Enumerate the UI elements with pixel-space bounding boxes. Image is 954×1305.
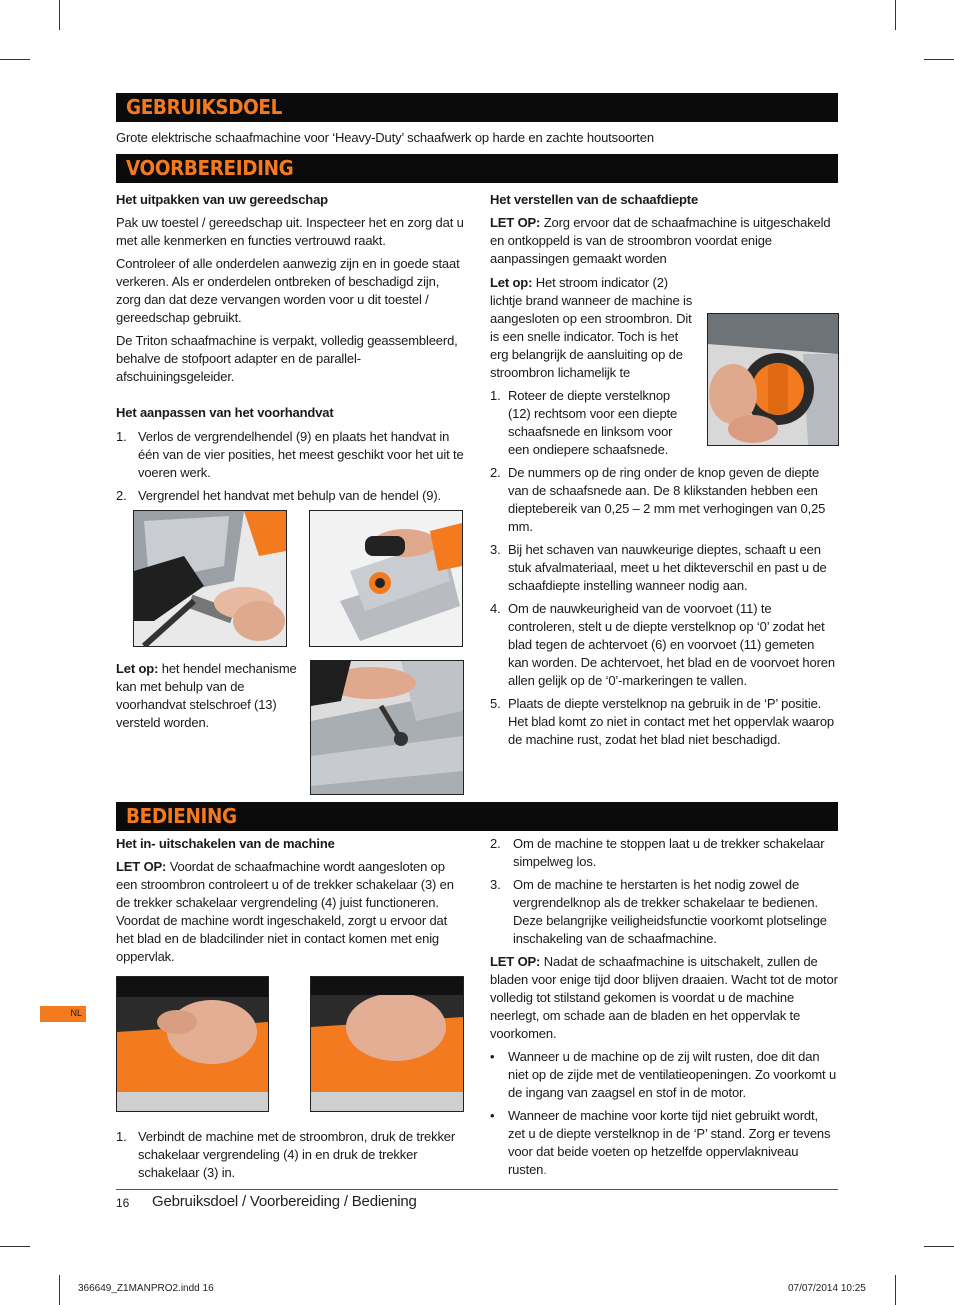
crop-mark xyxy=(59,1275,60,1305)
paragraph: LET OP: Zorg ervoor dat de schaafmachine is uitgeschakeld en ontkoppeld is van de stroombron voordat enige aanpassingen gemaakt worden xyxy=(490,215,831,266)
language-tab: NL xyxy=(40,1006,86,1022)
list-item: 3. Om de machine te herstarten is het nodig zowel de vergrendelknop als de trekker schakelaar te bedienen. Deze belangrijke veiligheidsfunctie voorkomt plotselinge inschakeling van de schaafmachine. xyxy=(490,877,827,946)
list-item: 3. Bij het schaven van nauwkeurige dieptes, schaaft u een stuk afvalmateriaal, meet u het dikteverschil en past u de schaafdiepte instelling wanneer nodig aan. xyxy=(490,542,827,593)
subheading: Het uitpakken van uw gereedschap xyxy=(116,192,328,207)
paragraph: Controleer of alle onderdelen aanwezig zijn en in goede staat verkeren. Als er onderdelen ontbreken of beschadigd zijn, zorg dan dat deze vervangen worden voor u dit toestel / gereedschap gebruikt. xyxy=(116,256,460,325)
list-item: 1. Roteer de diepte verstelknop (12) rechtsom voor een diepte schaafsnede en linksom voor een ondiepere schaafsnede. xyxy=(490,388,678,457)
list-item: 1. Verlos de vergrendelhendel (9) en plaats het handvat in één van de vier posities, het meest geschikt voor het uit te voeren werk. xyxy=(116,429,464,480)
slug-file: 366649_Z1MANPRO2.indd 16 xyxy=(78,1283,214,1294)
list-item: 2. De nummers op de ring onder de knop geven de diepte van de schaafsnede aan. De 8 klikstanden hebben een dieptebereik van 0,25 – 2 mm met verhogingen van 0,25 mm. xyxy=(490,465,826,534)
paragraph: De Triton schaafmachine is verpakt, volledig geassembleerd, behalve de stofpoort adapter en de parallel- afschuiningsgeleider. xyxy=(116,333,458,384)
switch-step-1 xyxy=(116,1128,464,1182)
list-item: 1. Verbindt de machine met de stroombron, druk de trekker schakelaar vergrendeling (4) in en druk de trekker schakelaar (3) in. xyxy=(116,1129,456,1180)
footer-divider xyxy=(116,1189,838,1190)
page-number: 16 xyxy=(116,1196,130,1210)
crop-mark xyxy=(924,1246,954,1247)
list-item: 5. Plaats de diepte verstelknop na gebruik in de ‘P’ positie. Het blad komt zo niet in contact met het oppervlak waarop de machine rust, zodat het blad niet beschadigd. xyxy=(490,696,835,747)
depth-block xyxy=(490,191,838,268)
crop-mark xyxy=(0,59,30,60)
crop-mark xyxy=(895,1275,896,1305)
paragraph: LET OP: Voordat de schaafmachine wordt aangesloten op een stroombron controleert u of de trekker schakelaar (3) en de trekker schakelaar vergrendeling (4) juist functioneren. Voordat de machine wordt ingeschakeld, zorgt u ervoor dat het blad en de bladcilinder niet in contact komen met enig oppervlak. xyxy=(116,859,454,964)
list-item: • Wanneer u de machine op de zij wilt rusten, doe dit dan niet op de zijde met de ventilatieopeningen. Zo voorkomt u de ingang van zaagsel en stof in de motor. xyxy=(490,1049,837,1100)
photo-handle-rotated xyxy=(309,510,463,647)
crop-mark xyxy=(59,0,60,30)
handle-note: Let op: het hendel mechanisme kan met behulp van de voorhandvat stelschroef (13) versteld worden. xyxy=(116,661,297,730)
list-item: 2. Vergrendel het handvat met behulp van de hendel (9). xyxy=(116,488,441,503)
unpacking-block xyxy=(116,191,466,505)
section-title: VOORBEREIDING xyxy=(126,156,294,180)
crop-mark xyxy=(895,0,896,30)
paragraph: LET OP: Nadat de schaafmachine is uitschakelt, zullen de bladen voor enige tijd door blijven draaien. Wacht tot de motor volledig tot stilstand gekomen is voordat u de machine neerlegt, om schade aan de bladen en het oppervlak te voorkomen. xyxy=(490,954,838,1041)
section-header-voorbereiding xyxy=(116,154,838,183)
list-item: • Wanneer de machine voor korte tijd niet gebruikt wordt, zet u de diepte verstelknop in de ‘P’ stand. Zorg er tevens voor dat beide voeten op hetzelfde oppervlakniveau rusten. xyxy=(490,1108,831,1177)
subheading: Het in- uitschakelen van de machine xyxy=(116,836,335,851)
subheading: Het aanpassen van het voorhandvat xyxy=(116,405,334,420)
depth-steps xyxy=(490,387,838,749)
switching-right-block xyxy=(490,835,838,1179)
list-item: 2. Om de machine te stoppen laat u de trekker schakelaar simpelweg los. xyxy=(490,836,825,869)
subheading: Het verstellen van de schaafdiepte xyxy=(490,192,699,207)
section-title: BEDIENING xyxy=(126,804,237,828)
section-header-gebruiksdoel xyxy=(116,93,838,122)
section-title: GEBRUIKSDOEL xyxy=(126,95,282,119)
power-indicator-note: Let op: Het stroom indicator (2) lichtje brand wanneer de machine is aangesloten op een stroombron. Dit is een snelle indicator. Toch is het erg belangrijk de aansluiting op de stroombron lichamelijk te xyxy=(490,274,838,384)
switching-block xyxy=(116,835,464,966)
paragraph: Pak uw toestel / gereedschap uit. Inspecteer het en zorg dat u met alle kenmerken en functies vertrouwd raakt. xyxy=(116,215,464,248)
footer-title: Gebruiksdoel / Voorbereiding / Bediening xyxy=(152,1193,417,1210)
photo-adjustment-screw xyxy=(310,660,464,795)
section-header-bediening xyxy=(116,802,838,831)
list-item: 4. Om de nauwkeurigheid van de voorvoet (11) te controleren, stelt u de diepte verstelknop op ‘0’ zodat het blad tegen de achtervoet (6) en voorvoet (11) gemeten kan worden. De achtervoet, het blad en de voorvoet horen allen gelijk op de ‘0’-markeringen te vallen. xyxy=(490,601,835,688)
crop-mark xyxy=(924,59,954,60)
photo-handle-release xyxy=(133,510,287,647)
crop-mark xyxy=(0,1246,30,1247)
slug-date: 07/07/2014 10:25 xyxy=(788,1283,866,1294)
photo-trigger-lock xyxy=(116,976,269,1112)
intended-use-text: Grote elektrische schaafmachine voor ‘Heavy-Duty’ schaafwerk op harde en zachte houtsoorten xyxy=(116,130,654,145)
photo-trigger-press xyxy=(310,976,464,1112)
